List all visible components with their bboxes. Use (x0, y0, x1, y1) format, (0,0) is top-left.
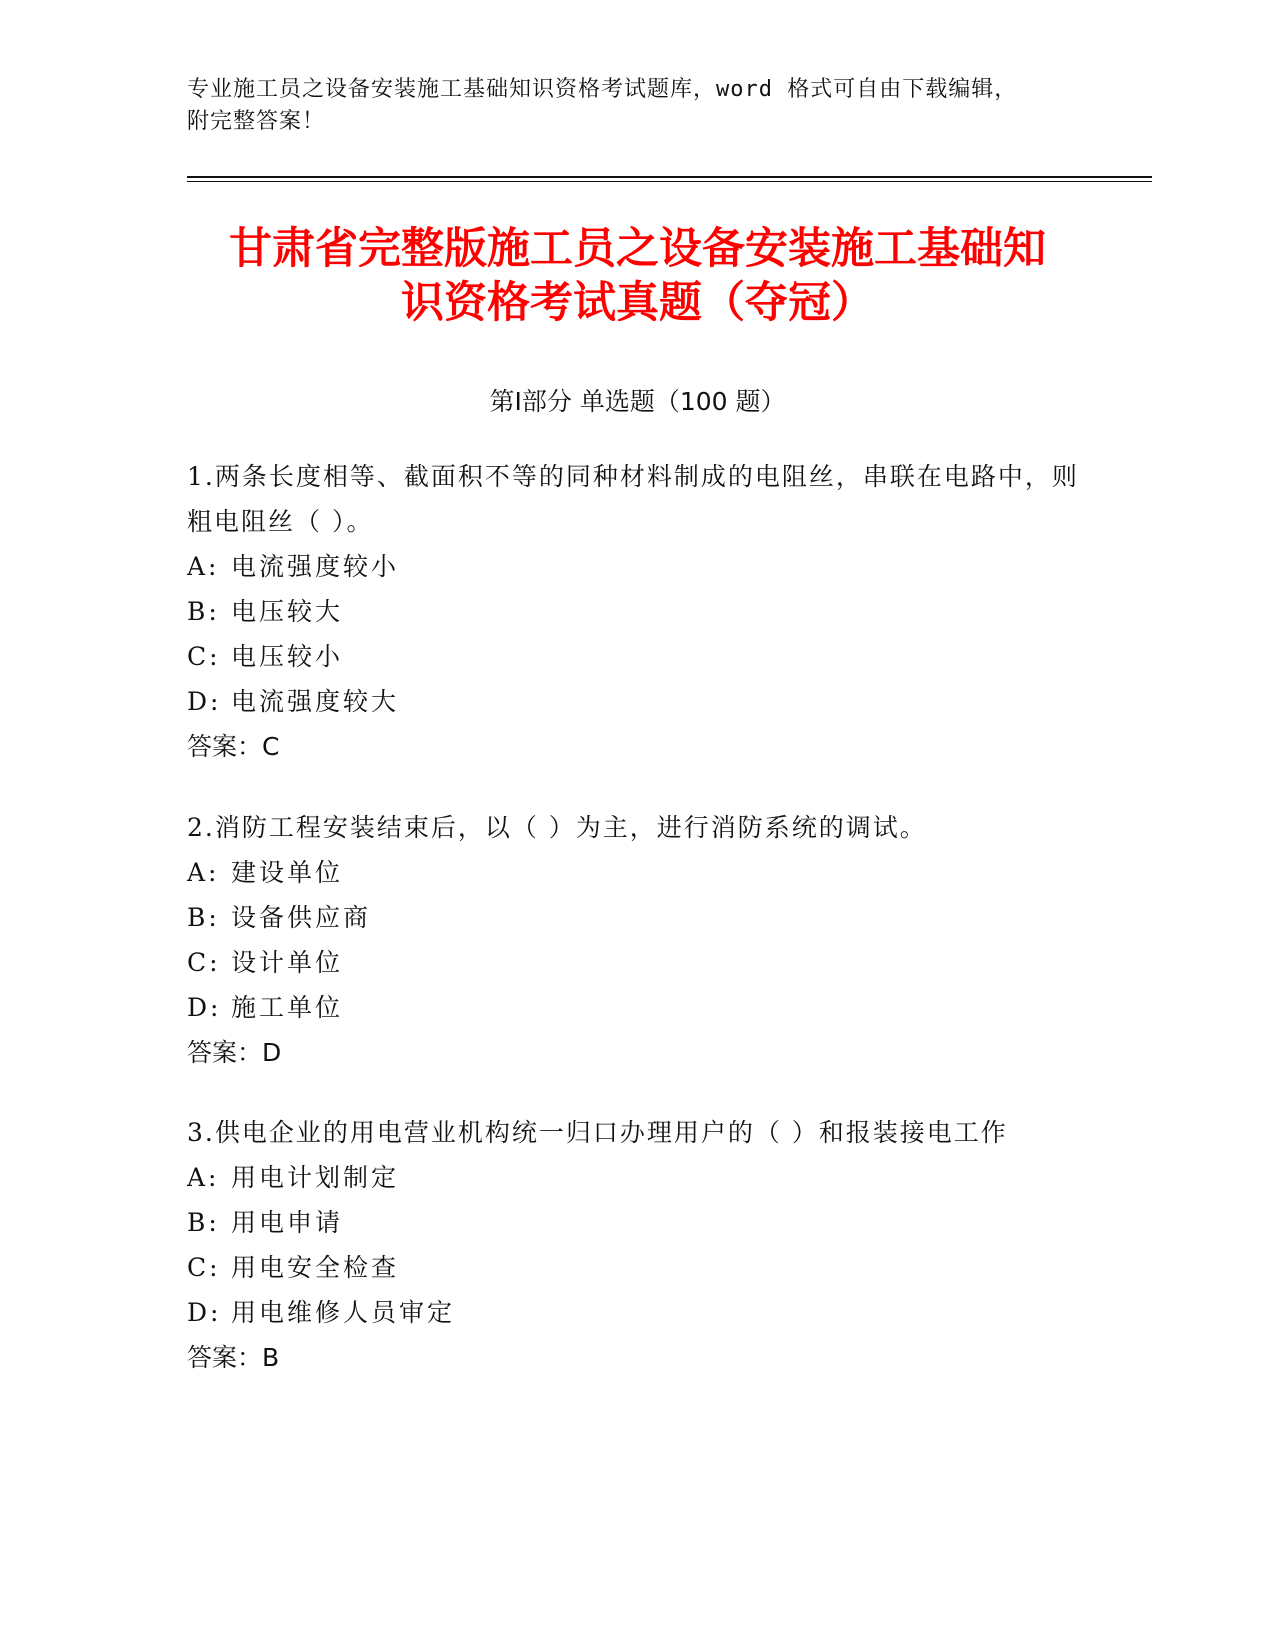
option-text: 用电维修人员审定 (231, 1298, 456, 1327)
header-divider-thin (187, 181, 1152, 182)
answer: 答案：D (187, 1038, 282, 1067)
option-text: 用电安全检查 (231, 1253, 400, 1282)
option-c (187, 1245, 1087, 1290)
option-text: 电压较小 (231, 642, 344, 671)
option-text: 设备供应商 (231, 903, 372, 932)
header-note-line-2: 附完整答案！ (187, 109, 326, 134)
option-b (187, 1200, 1087, 1245)
option-d (187, 985, 1087, 1030)
question-stem: 2.消防工程安装结束后，以（ ）为主，进行消防系统的调试。 (187, 813, 927, 842)
option-text: 施工单位 (231, 993, 344, 1022)
option-a (187, 1155, 1087, 1200)
option-key: A: (187, 858, 220, 887)
answer: 答案：B (187, 1343, 280, 1372)
option-text: 用电申请 (231, 1208, 344, 1237)
document-title (150, 222, 1125, 330)
document-title-line-2: 识资格考试真题（夺冠） (401, 278, 874, 328)
option-b (187, 589, 1087, 634)
option-key: B: (187, 1208, 220, 1237)
option-text: 电流强度较小 (231, 552, 400, 581)
option-c (187, 940, 1087, 985)
question-stem: 1.两条长度相等、截面积不等的同种材料制成的电阻丝，串联在电路中，则粗电阻丝（ ）。 (187, 462, 1079, 536)
option-key: B: (187, 597, 220, 626)
answer: 答案：C (187, 732, 280, 761)
option-key: D: (187, 1298, 222, 1327)
option-a (187, 544, 1087, 589)
option-key: B: (187, 903, 220, 932)
header-divider-thick (187, 176, 1152, 178)
option-text: 电流强度较大 (231, 687, 400, 716)
section-heading: 第Ⅰ部分 单选题（100 题） (489, 387, 786, 416)
option-key: A: (187, 1163, 220, 1192)
option-text: 建设单位 (231, 858, 344, 887)
question-1 (187, 454, 1087, 769)
option-b (187, 895, 1087, 940)
option-a (187, 850, 1087, 895)
option-d (187, 1290, 1087, 1335)
option-key: C: (187, 1253, 221, 1282)
option-c (187, 634, 1087, 679)
header-note-line-1: 专业施工员之设备安装施工基础知识资格考试题库，word 格式可自由下载编辑， (187, 77, 1018, 102)
header-note (187, 74, 1087, 138)
option-key: D: (187, 687, 222, 716)
document-title-line-1: 甘肃省完整版施工员之设备安装施工基础知 (229, 224, 1046, 274)
option-key: A: (187, 552, 220, 581)
question-3 (187, 1110, 1087, 1380)
option-text: 设计单位 (231, 948, 344, 977)
option-text: 电压较大 (231, 597, 344, 626)
question-stem: 3.供电企业的用电营业机构统一归口办理用户的（ ）和报装接电工作 (187, 1118, 1008, 1147)
option-key: D: (187, 993, 222, 1022)
option-key: C: (187, 948, 221, 977)
option-text: 用电计划制定 (231, 1163, 400, 1192)
question-2 (187, 805, 1087, 1075)
option-d (187, 679, 1087, 724)
option-key: C: (187, 642, 221, 671)
